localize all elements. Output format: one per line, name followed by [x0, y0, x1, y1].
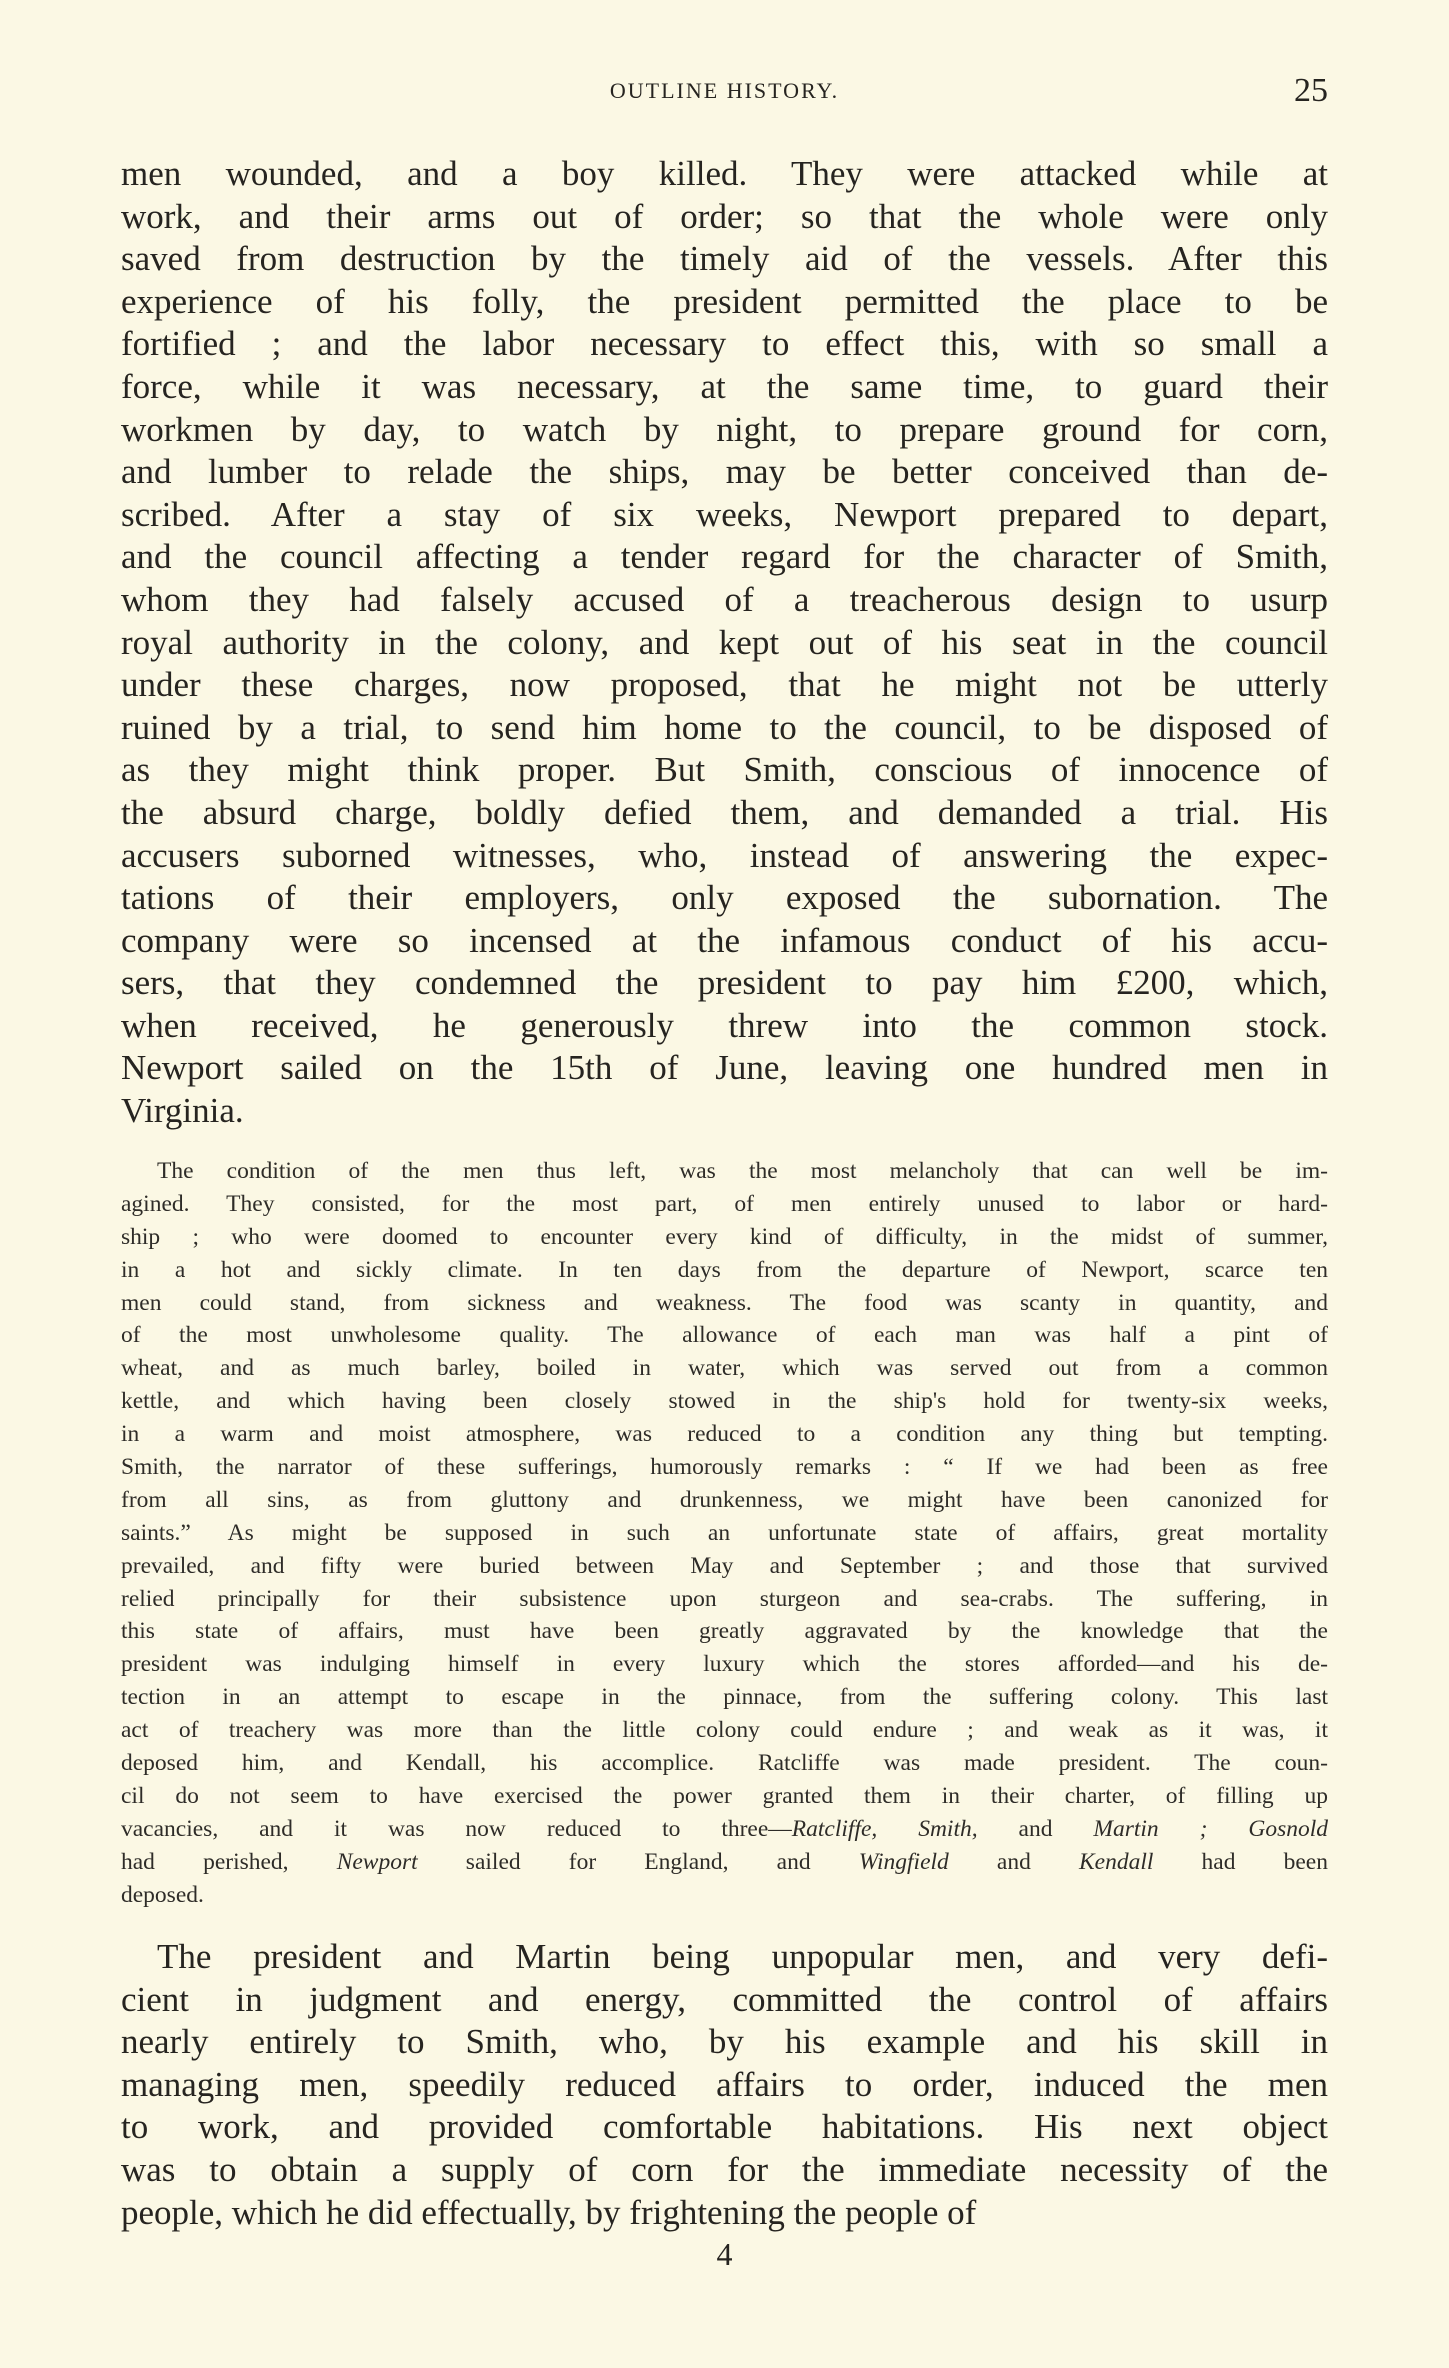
text-line: Smith, the narrator of these sufferings, humorously remarks : “ If we had been as free	[121, 1454, 1328, 1481]
page-number: 25	[1294, 72, 1328, 109]
text-line: act of treachery was more than the little colony could endure ; and weak as it was, it	[121, 1717, 1328, 1744]
italic-name: Kendall	[1079, 1848, 1154, 1875]
text-line: of the most unwholesome quality. The allowance of each man was half a pint of	[121, 1322, 1328, 1349]
text-line: Virginia.	[121, 1091, 244, 1131]
text-segment: sailed for England, and	[417, 1848, 859, 1875]
text-line: tations of their employers, only exposed the subornation. The	[121, 878, 1328, 918]
text-line: in a warm and moist atmosphere, was reduced to a condition any thing but tempting.	[121, 1421, 1328, 1448]
text-line: ruined by a trial, to send him home to the council, to be disposed of	[121, 707, 1328, 747]
text-line: to work, and provided comfortable habitations. His next object	[121, 2107, 1328, 2147]
italic-name: Martin ; Gosnold	[1093, 1815, 1329, 1842]
text-line: deposed him, and Kendall, his accomplice. Ratcliffe was made president. The coun-	[121, 1750, 1328, 1777]
text-line: relied principally for their subsistence upon sturgeon and sea-crabs. The suffering, in	[121, 1585, 1328, 1612]
text-line: deposed.	[121, 1881, 204, 1908]
page-header	[121, 74, 1328, 110]
text-line: The condition of the men thus left, was the most melancholy that can well be im-	[157, 1158, 1328, 1184]
text-line	[121, 1846, 1328, 1879]
text-line	[121, 1813, 1328, 1846]
text-line: tection in an attempt to escape in the pinnace, from the suffering colony. This last	[121, 1684, 1328, 1711]
text-line: workmen by day, to watch by night, to prepare ground for corn,	[121, 409, 1328, 449]
text-line: when received, he generously threw into the common stock.	[121, 1005, 1328, 1045]
text-line: wheat, and as much barley, boiled in water, which was served out from a common	[121, 1355, 1328, 1382]
text-line: president was indulging himself in every luxury which the stores afforded—and his de-	[121, 1651, 1328, 1678]
text-line: ship ; who were doomed to encounter every kind of difficulty, in the midst of summer,	[121, 1223, 1328, 1250]
text-line: Newport sailed on the 15th of June, leaving one hundred men in	[121, 1048, 1328, 1088]
text-segment: and	[977, 1815, 1094, 1842]
text-line: fortified ; and the labor necessary to effect this, with so small a	[121, 324, 1328, 364]
text-line: under these charges, now proposed, that he might not be utterly	[121, 665, 1328, 705]
text-segment: had perished,	[121, 1848, 337, 1875]
text-line: agined. They consisted, for the most part, of men entirely unused to labor or hard-	[121, 1190, 1328, 1217]
text-line: experience of his folly, the president permitted the place to be	[121, 281, 1328, 321]
text-line: accusers suborned witnesses, who, instead of answering the expec-	[121, 835, 1328, 875]
footnote-paragraph	[121, 1155, 1328, 1911]
text-line: nearly entirely to Smith, who, by his example and his skill in	[121, 2022, 1328, 2062]
text-line: and lumber to relade the ships, may be better conceived than de-	[121, 452, 1328, 492]
italic-name: Wingfield	[858, 1848, 949, 1875]
text-line: people, which he did effectually, by frightening the people of	[121, 2192, 977, 2232]
text-line: work, and their arms out of order; so that the whole were only	[121, 196, 1328, 236]
text-line: men wounded, and a boy killed. They were attacked while at	[121, 154, 1328, 193]
body-paragraph-2	[121, 1936, 1328, 2234]
text-line: cient in judgment and energy, committed the control of affairs	[121, 1979, 1328, 2019]
text-line: this state of affairs, must have been greatly aggravated by the knowledge that the	[121, 1618, 1328, 1645]
text-line: from all sins, as from gluttony and drunkenness, we might have been canonized for	[121, 1486, 1328, 1513]
body-paragraph-1	[121, 153, 1328, 1133]
text-line: prevailed, and fifty were buried between May and September ; and those that survived	[121, 1552, 1328, 1579]
text-line: in a hot and sickly climate. In ten days from the departure of Newport, scarce ten	[121, 1256, 1328, 1283]
text-line: kettle, and which having been closely stowed in the ship's hold for twenty-six weeks,	[121, 1388, 1328, 1415]
text-line: saints.” As might be supposed in such an unfortunate state of affairs, great mortality	[121, 1519, 1328, 1546]
text-line: sers, that they condemned the president to pay him £200, which,	[121, 963, 1328, 1003]
italic-name: Ratcliffe, Smith,	[791, 1815, 978, 1842]
italic-name: Newport	[336, 1848, 418, 1875]
text-line: scribed. After a stay of six weeks, Newport prepared to depart,	[121, 494, 1328, 534]
text-line: company were so incensed at the infamous conduct of his accu-	[121, 920, 1328, 960]
text-line: whom they had falsely accused of a treacherous design to usurp	[121, 579, 1328, 619]
text-line: was to obtain a supply of corn for the immediate necessity of the	[121, 2149, 1328, 2189]
text-line: saved from destruction by the timely aid of the vessels. After this	[121, 239, 1328, 279]
text-line: royal authority in the colony, and kept out of his seat in the council	[121, 622, 1328, 662]
text-line: cil do not seem to have exercised the power granted them in their charter, of filling up	[121, 1782, 1328, 1809]
text-line: and the council affecting a tender regard for the character of Smith,	[121, 537, 1328, 577]
text-segment: vacancies, and it was now reduced to three—	[121, 1815, 792, 1842]
running-head: OUTLINE HISTORY.	[609, 78, 840, 103]
signature-mark: 4	[716, 2236, 733, 2272]
text-line: The president and Martin being unpopular men, and very defi-	[157, 1937, 1328, 1976]
text-line: managing men, speedily reduced affairs to order, induced the men	[121, 2064, 1328, 2104]
text-line: the absurd charge, boldly defied them, and demanded a trial. His	[121, 792, 1328, 832]
text-segment: had been	[1153, 1848, 1328, 1875]
text-line: as they might think proper. But Smith, conscious of innocence of	[121, 750, 1328, 790]
text-line: force, while it was necessary, at the same time, to guard their	[121, 366, 1328, 406]
text-segment: and	[948, 1848, 1079, 1875]
text-line: men could stand, from sickness and weakness. The food was scanty in quantity, and	[121, 1289, 1328, 1316]
